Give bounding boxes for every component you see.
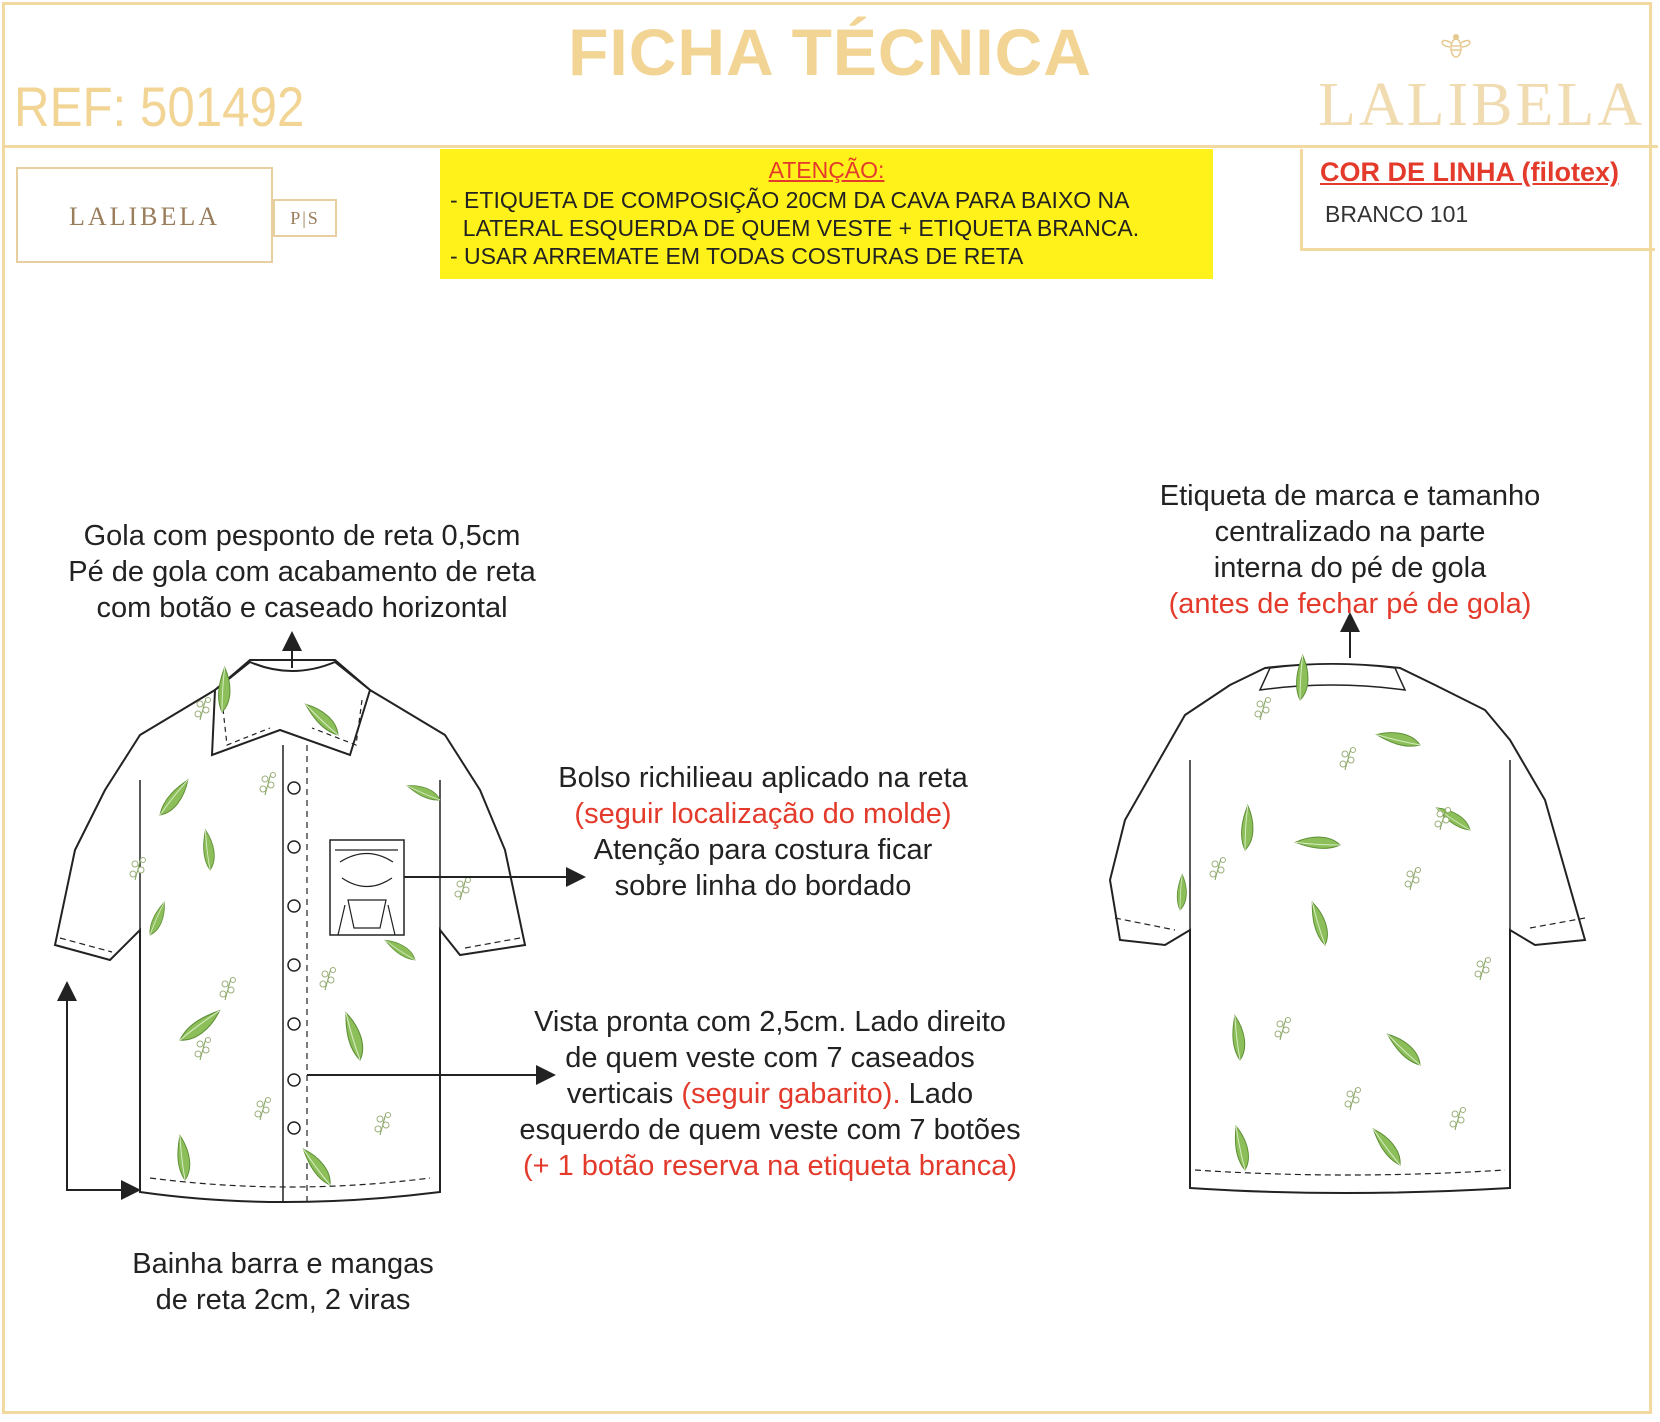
placket-note-line: de quem veste com 7 caseados (565, 1042, 975, 1074)
front-shirt (55, 660, 525, 1203)
collar-note-line: com botão e caseado horizontal (96, 592, 508, 624)
front-shirt-body (55, 660, 525, 1202)
hem-arrow (67, 1030, 137, 1190)
size-tag: P|S (273, 199, 337, 237)
thread-color-title: COR DE LINHA (filotex) (1320, 157, 1619, 187)
placket-note-text: verticais (566, 1078, 682, 1110)
placket-note-line: esquerdo de quem veste com 7 botões (519, 1114, 1021, 1146)
back-shirt (1110, 655, 1585, 1193)
hem-note-line: de reta 2cm, 2 viras (155, 1284, 411, 1316)
pocket-note-line: Bolso richilieau aplicado na reta (558, 762, 968, 794)
thread-color-value: BRANCO 101 (1325, 201, 1469, 227)
attention-line: - USAR ARREMATE EM TODAS COSTURAS DE RETA (450, 243, 1024, 269)
pocket-note-warning: (seguir localização do molde) (574, 798, 952, 830)
collar-note (22, 518, 582, 626)
attention-line: - ETIQUETA DE COMPOSIÇÃO 20CM DA CAVA PARA BAIXO NA (450, 187, 1130, 213)
placket-note-warning: (seguir gabarito). (681, 1078, 901, 1110)
collar-note-line: Gola com pesponto de reta 0,5cm (83, 520, 521, 552)
brand-label-name: LALIBELA (68, 202, 221, 231)
pocket-note (520, 760, 1006, 904)
page-title: FICHA TÉCNICA (568, 15, 1092, 89)
label-note (1080, 478, 1620, 622)
placket-note-text: Lado (900, 1078, 974, 1110)
attention-title: ATENÇÃO: (768, 157, 885, 183)
placket-note-warning: (+ 1 botão reserva na etiqueta branca) (522, 1150, 1018, 1182)
pocket-note-line: sobre linha do bordado (614, 870, 912, 902)
reference-number: REF: 501492 (14, 75, 305, 138)
attention-line: LATERAL ESQUERDA DE QUEM VESTE + ETIQUETA BRANCA. (450, 215, 1140, 241)
label-note-line: centralizado na parte (1214, 516, 1486, 548)
placket-note-line (490, 1076, 1050, 1112)
label-note-line: Etiqueta de marca e tamanho (1159, 480, 1541, 512)
pocket-note-line: Atenção para costura ficar (593, 834, 933, 866)
placket-note (490, 1004, 1050, 1184)
placket-note-line: Vista pronta com 2,5cm. Lado direito (534, 1006, 1006, 1038)
label-note-line: interna do pé de gola (1213, 552, 1487, 584)
label-note-warning: (antes de fechar pé de gola) (1168, 588, 1532, 620)
hem-note (90, 1246, 476, 1318)
back-shirt-body (1110, 664, 1585, 1193)
brand-logo: LALIBELA (1318, 71, 1646, 139)
hem-note-line: Bainha barra e mangas (132, 1248, 434, 1280)
collar-note-line: Pé de gola com acabamento de reta (68, 556, 536, 588)
